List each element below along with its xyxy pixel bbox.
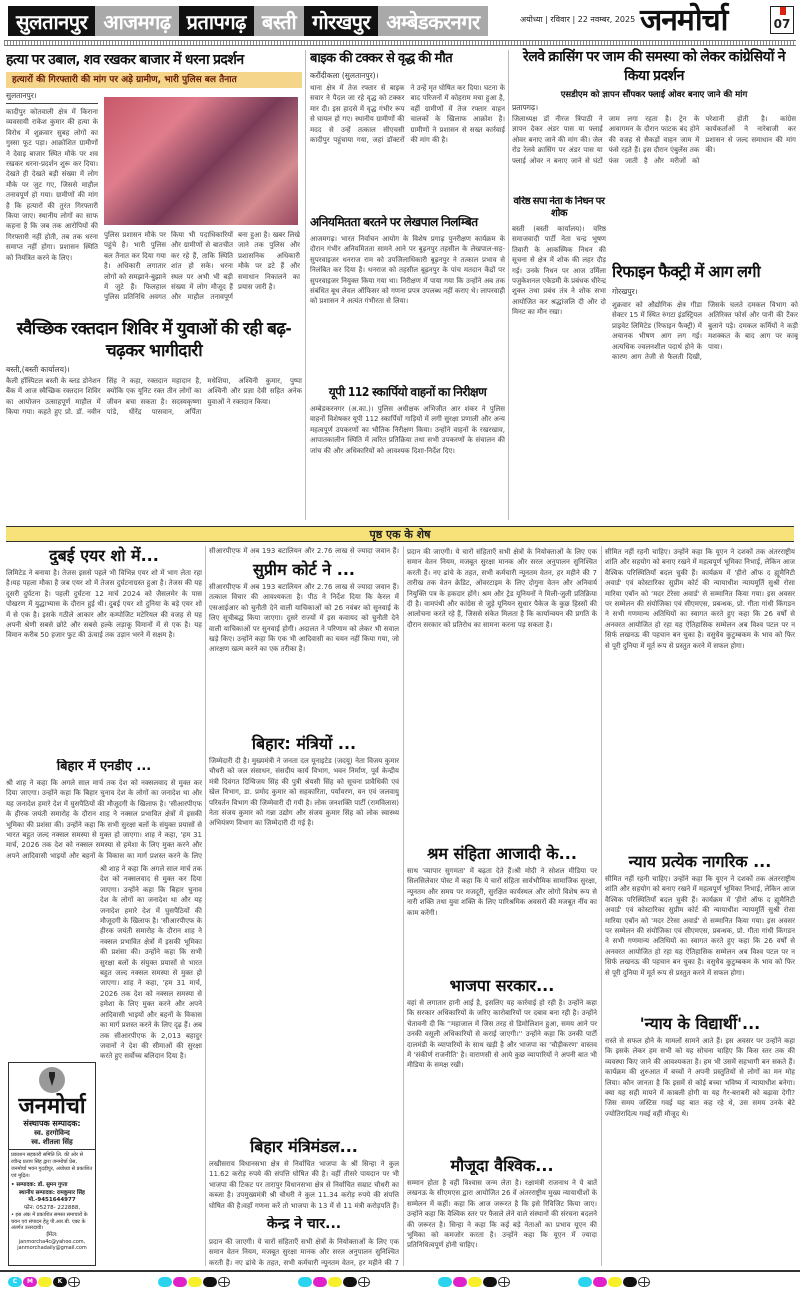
continued-body: सीआरपीएफ में अब 193 बटालियन और 2.76 लाख से ज्यादा जवान हैं। तत्काल विचार की आवश्यकता है। पीठ ने निर्देश दिया कि केरल में एसआईआर को चुनौती देने वाली याचिकाओं को 26 नवंबर को सुनवाई के लिए सूचीबद्ध किया जाएगा। दूसरे राज्यों में इस कवायद को चुनौती देने वाली याचिकाओं पर सुनवाई होगी। अदालत ने परिणाम को लेकर भी सवाल खड़े किए। उन्होंने कहा कि एक भी आदिवासी का चयन नहीं किया गया, जो आरक्षण खत्म करने का एक तरीका है। bbox=[209, 583, 399, 654]
black-swatch bbox=[483, 1277, 497, 1287]
cyan-swatch: C bbox=[8, 1277, 22, 1287]
article-body: आजमगढ़। भारत निर्वाचन आयोग के विशेष प्रगाढ़ पुनरीक्षण कार्यक्रम के दौरान गंभीर अनियमितता सामने आने पर बूढ़नपुर तहसील के लेखपाल-सह-सुपरवाइजर धनराज राम को उपजिलाधिकारी बूढ़नपुर ने तत्काल प्रभाव से निलंबित कर दिया है। धनराज को तहसील बूढ़नपुर के पांच मतदान केंद्रों पर सुपरवाइजर नियुक्त किया गया था। निरीक्षण में पाया गया कि उन्होंने अब तक संबंधित बूथ लेवल ऑफिसर को गणना प्रपत्र उपलब्ध नहीं कराए थे। लापरवाही को प्रशासन ने अत्यंत गंभीरता से लिया। bbox=[310, 235, 505, 306]
registration-mark-icon bbox=[638, 1277, 650, 1287]
article-body: शुक्रवार को औद्योगिक क्षेत्र गीडा सेक्टर 15 में स्थित रुंगटा इंडस्ट्रियल प्राइवेट लिमिटेड (रिफाइन फैक्ट्री) में अचानक भीषण आग लग गई। अत्यधिक ज्वलनशील पदार्थ होने के कारण आग तेजी से फैलती दिखी, जिसके चलते दमकल विभाग को अतिरिक्त फोर्स और पानी की टैंकर बुलाने पड़े। दमकल कर्मियों ने कड़ी मशक्कत के बाद आग पर काबू पाया। bbox=[612, 301, 798, 362]
black-swatch bbox=[623, 1277, 637, 1287]
district-tab-gorakhpur[interactable]: गोरखपुर bbox=[304, 6, 378, 36]
district-tab-pratapgarh[interactable]: प्रतापगढ़ bbox=[179, 6, 254, 36]
cyan-swatch bbox=[578, 1277, 592, 1287]
continued-body: जिम्मेदारी दी है। मुख्यमंत्री ने जनता दल यूनाइटेड (जदयू) नेता विजय कुमार चौधरी को जल संसाधन, संसदीय कार्य विभाग, भवन निर्माण, पूर्व केन्द्रीय मंत्री दिवंगत दिग्विजय सिंह की पुत्री श्रेयसी सिंह को सूचना प्रावैधिकी एवं खेल विभाग, डा. प्रमोद कुमार को सहकारिता, पर्यावरण, वन एवं जलवायु परिवर्तन विभाग की जिम्मेवारी दी गयी है। लोक जनशक्ति पार्टी (रामविलास) नेता संजय कुमार को गन्ना उद्योग और संजय कुमार सिंह को लोक स्वास्थ्य अभियंत्रण विभाग का जिम्मेदारी दी गई है। bbox=[209, 757, 399, 828]
article-body: अम्बेडकरनगर (अ.का.)। पुलिस अधीक्षक अभिजीत आर शंकर ने पुलिस वाहनों विशेषकर यूपी 112 स्कार्पियों गाड़ियों में लगी सुरक्षा प्रणाली और अन्य महत्वपूर्ण उपकरणों का भौतिक निरीक्षण किया। उन्होंने वाहनों के रखरखाव, आपातकालीन स्थिति में त्वरित प्रतिक्रिया तथा सभी उपकरणों के संचालन की जांच की और अधिकारियों को आवश्यक दिशा-निर्देश दिए। bbox=[310, 405, 505, 455]
yellow-swatch: Y bbox=[38, 1277, 52, 1287]
yellow-swatch bbox=[188, 1277, 202, 1287]
pen-nib-icon bbox=[39, 1067, 65, 1093]
district-tab-basti[interactable]: बस्ती bbox=[254, 6, 304, 36]
dateline-blood-donation: बस्ती,(बस्ती कार्यालय)। bbox=[6, 365, 70, 374]
email-link[interactable]: janmorchadaily@gmail.com bbox=[17, 1245, 87, 1251]
headline-bike: बाइक की टक्कर से वृद्ध की मौत bbox=[310, 51, 453, 66]
continued-body: सीमित नहीं रहनी चाहिए। उन्होंने कहा कि यूएन ने दशकों तक अंतरराष्ट्रीय शांति और सहयोग को बनाए रखने में महत्वपूर्ण भूमिका निभाई, लेकिन आज वैश्विक परिस्थितियाँ बदल चुकी हैं। कार्यक्रम में 'हीरो ऑफ द ह्यूमैनिटी अवार्ड' एवं कोस्टारिका सुप्रीम कोर्ट की न्यायाधीश न्यायमूर्ति सुश्री रोसा मारिया एबॉन को 'मदर टेरेसा अवार्ड' से सम्मानित किया गया। इस अवसर पर सम्मेलन की संयोजिका एवं सीएमएस, प्रबन्धक, प्रो. गीता गांधी किंगडन ने सभी गणमान्य अतिथियों का स्वागत करते हुए कहा कि 26 वर्षों से अनवरत आयोजित हो रहा यह ऐतिहासिक सम्मेलन अब विश्व पटल पर न सिर्फ लखनऊ की पहचान बन चुका है। वसुधैव कुटुम्बकम के भाव को फिर से पूरी दुनिया में मूर्त रूप से प्रस्तुत करने में सफल होगा। bbox=[605, 875, 795, 977]
headline-murder: हत्या पर उबाल, शव रखकर बाजार में धरना प्रदर्शन bbox=[6, 52, 244, 68]
continued-heading[interactable]: दुबई एयर शो में... bbox=[49, 546, 159, 565]
magenta-swatch bbox=[593, 1277, 607, 1287]
cyan-swatch bbox=[298, 1277, 312, 1287]
column-divider bbox=[601, 546, 602, 1266]
continued-heading[interactable]: बिहार: मंत्रियों ... bbox=[251, 734, 357, 753]
article-body: कादीपुर कोतवाली क्षेत्र में किराना व्यवसायी राकेश कुमार की हत्या के विरोध में शुक्रवार सुबह लोगों का गुस्सा फूट पड़ा। आक्रोशित ग्रामीणों ने देवाइ बाजार स्थित मौके पर शव रखकर धरना-प्रदर्शन शुरू कर दिया। देखते ही देखते बड़ी संख्या में लोग मौके पर जुट गए, जिससे माहौल तनावपूर्ण हो गया। ग्रामीणों की मांग है कि हत्यारों की तुरंत गिरफ्तारी किया जाए। स्थानीय लोगों का साफ कहना है कि जब तक आरोपियों की गिरफ्तारी नहीं होती, तब तक धरना समाप्त नहीं होगा। प्रशासन स्थिति को नियंत्रित करने के लिए। bbox=[6, 108, 98, 262]
publisher-note: प्रकाशन सहकारी समिति लि. की ओर से रवीन्द्र प्रताप सिंह द्वारा जनमोर्चा प्रेस, जनमोर्चा भवन गुदड़ीपुर, अयोध्या से प्रकाशित एवं मुद्रित। bbox=[11, 1152, 93, 1179]
registration-mark-icon bbox=[218, 1277, 230, 1287]
cyan-swatch bbox=[158, 1277, 172, 1287]
article-body: पुलिस प्रशासन मौके पर पहुंचे है। भारी पुलिस बल तैनात कर दिया गया है। अधिकारी लगातार लोगों को समझाने-बुझाने में जुटे हैं। फिलहाल पुलिस प्रतिनिधि अवगत किया भी पदाधिकारियों और ग्रामीणों से बातचीत कर रहे हैं, ताकि स्थिति शांत हो सके। धरना स्थल पर अभी भी बड़ी संख्या में लोग मौजूद हैं और माहौल तनावपूर्ण बना हुआ है। खबर लिखे जाने तक पुलिस और प्रशासनिक अधिकारी मौके पर डटे हैं और समाधान निकालने का प्रयास जारी है। bbox=[104, 231, 300, 302]
dateline-murder: सुलतानपुर। bbox=[6, 91, 37, 100]
column-divider bbox=[403, 546, 404, 1266]
black-swatch: K bbox=[53, 1277, 67, 1287]
district-tab-azamgarh[interactable]: आजमगढ़ bbox=[95, 6, 178, 36]
continued-body: प्रदान की जाएगी। ये चारों संहिताएँ सभी क्षेत्रों के नियोक्ताओं के लिए एक समान वेतन नियम, मजबूत सुरक्षा मानक और सरल अनुपालन सुनिश्चित करती हैं। नए ढांचे के तहत, सभी कर्मचारी न्यूनतम वेतन, हर महीने की 7 bbox=[209, 1238, 399, 1267]
email-label: ईमेल: bbox=[46, 1231, 58, 1238]
page-number bbox=[770, 6, 794, 34]
continued-body-ext: श्री शाह ने कहा कि अगले साल मार्च तक देश को नक्सलवाद से मुक्त कर दिया जाएगा। उन्होंने कहा कि बिहार चुनाव देश के लोगों का जनादेश था और यह जनादेश हमारे देश में घुसपैठियों की मौजूदगी के खिलाफ है। 'सीआरपीएफ के हीरक जयंती समारोह के दौरान शाह ने नक्सल प्रभावित क्षेत्रों में इसकी भूमिका की प्रशंसा की। उन्होंने कहा कि सभी सुरक्षा बलों के संयुक्त प्रयासों से भारत बहुत जल्द नक्सल समस्या से मुक्त हो जाएगा। शाह ने कहा, 'हम 31 मार्च, 2026 तक देश को नक्सल समस्या से हमेशा के लिए मुक्त करने और अपने आदिवासी भाइयों और बहनों के विकास का मार्ग प्रशस्त करने के लिए दृढ़ हैं। अब तक सीआरपीएफ के 2,013 बहादुर जवानों ने देश की सीमाओं की सुरक्षा करते हुए सर्वोच्च बलिदान दिया है। bbox=[100, 865, 202, 1061]
black-swatch bbox=[343, 1277, 357, 1287]
continued-body: साथ 'व्यापार सुगमता' में बढ़ता देते हैं।श्री मोदी ने सोशल मीडिया पर सिलसिलेवार पोस्ट में कहा कि ये चारों संहिता सार्वभौमिक सामाजिक सुरक्षा, न्यूनतम और समय पर मजदूरी, सुरक्षित कार्यस्थल और लोगों विशेष रूप से नारी शक्ति तथा युवा शक्ति के लिए पारिश्रमिक अवसरों की मजबूत नींव का काम करेंगी। bbox=[407, 867, 597, 917]
protest-photo bbox=[104, 97, 298, 225]
continued-body: लिमिटेड ने बनाया है। तेजस इससे पहले भी विभिन्न एयर शो में भाग लेता रहा है।यह पहला मौका है जब एयर शो में तेजस दुर्घटनाग्रस्त हुआ है। तेजस की यह दूसरी दुर्घटना है। पहली दुर्घटना 12 मार्च 2024 को जैसलमेर के पास पोखरण में युद्धाभ्यास के दौरान हुई थी। दुबई एयर शो दुनिया के बड़े एयर शो में से एक है। इसके गठीले आकार और कम्पोजिट मटेरियल की वजह से यह अपनी श्रेणी सबसे छोटे और सबसे हल्के लड़ाकू विमानों में से एक है। यह विमान करीब 50 हजार फुट की ऊंचाई तक उड़ान भरने में सक्षम है। bbox=[6, 569, 202, 640]
yellow-swatch bbox=[328, 1277, 342, 1287]
district-tab-sultanpur[interactable]: सुलतानपुर bbox=[8, 6, 95, 36]
founder-name: स्व. हरगोविन्द bbox=[34, 1129, 70, 1137]
article-body: बस्ती (बस्ती कार्यालय)। वरिष्ठ समाजवादी पार्टी नेता चन्द्र भूषण तिवारी के आकस्मिक निधन की सूचना से क्षेत्र में शोक की लहर दौड़ गई। उनके निधन पर आज उर्मिला पजुकेशनल एकेडमी के प्रबंधक धीरेन्द्र शुक्ल तथा प्रबंध तंत्र ने शोक सभा आयोजित कर श्रद्धांजलि दी और दो मिनट का मौन रखा। bbox=[512, 225, 606, 317]
continued-heading[interactable]: मौजूदा वैश्विक... bbox=[450, 1156, 554, 1175]
magenta-swatch bbox=[173, 1277, 187, 1287]
flag-icon bbox=[780, 7, 786, 15]
founder-label: संस्थापक सम्पादक: bbox=[23, 1119, 81, 1128]
continued-heading[interactable]: 'न्याय के विद्यार्थी'... bbox=[639, 1014, 761, 1033]
headline-refinery: रिफाइन फैक्ट्री में आग लगी bbox=[612, 262, 761, 281]
continued-body: रास्ते से सफल होने के मामलों सामने आते हैं। इस अवसर पर उन्होंने कहा कि इसके लेकर हम सभी को यह सोचना चाहिए कि किस स्तर तक की व्यवस्था किए जाने की आवश्यकता है। हम भी उसमें सहभागी बन सकते हैं। कार्यक्रम की शुरुआत में बच्चों ने अपनी प्रस्तुतियों से लोगों का मन मोह लिया। कौन जानता है कि इसमें से कोई बच्चा भविष्य में न्यायाधीश बनेगा। क्या यह सही मायने में काबली होगी या यह गैर-बराबरी को बढ़ावा देगी? जिस समय जस्टिस गवई यह बात कह रहे थे, उस समय उनके बेटे ज्योतिरादित्य गवई वहीं मौजूद थे। bbox=[605, 1037, 795, 1118]
magenta-swatch bbox=[313, 1277, 327, 1287]
headline-lekhpal: अनियमितता बरतने पर लेखपाल निलम्बित bbox=[310, 215, 478, 229]
continued-heading[interactable]: न्याय प्रत्येक नागरिक ... bbox=[628, 852, 772, 871]
continued-body: वहां से लगातार हानी आई है, इसलिए यह कार्रवाई हो रही है। उन्होंने कहा कि सरकार अधिकारियों के जरिए कारोबारियों पर दबाव बना रही है। उन्होंने चेतावनी दी कि ''महाजाल में जिस तरह से डिमोलिशन हुआ, समय आने पर उनकी वसूली अधिकारियों से कराई जाएगी।'' उन्होंने कहा कि उनकी पार्टी दालमंडी के व्यापारियों के साथ खड़ी है और भाजपा का 'चौड़ीकरण' वास्तव में 'संकीर्ण राजनीति' है। वाराणसी से आये कुछ व्यापारियों ने अपनी बात भी मीडिया के समक्ष रखी। bbox=[407, 999, 597, 1070]
newspaper-logo: जनमोर्चा bbox=[640, 3, 728, 38]
registration-mark-icon bbox=[498, 1277, 510, 1287]
continued-heading[interactable]: भाजपा सरकार... bbox=[449, 976, 555, 995]
headline-blood-donation: स्वैच्छिक रक्तदान शिविर में युवाओं की रही बढ़-चढ़कर भागीदारी bbox=[16, 319, 292, 361]
continued-body: सीआरपीएफ में अब 193 बटालियन और 2.76 लाख से ज्यादा जवान हैं। bbox=[209, 547, 399, 555]
page-number-value: 07 bbox=[773, 17, 791, 31]
dateline: अयोध्या | रविवार | 22 नवम्बर, 2025 bbox=[520, 15, 636, 24]
continued-heading[interactable]: केन्द्र ने चार... bbox=[266, 1216, 342, 1232]
dateline-bike: करौंदीकला (सुलतानपुर)। bbox=[310, 71, 379, 80]
phone-number: फोन: 05278- 222888, bbox=[23, 1204, 81, 1211]
founder-name: स्व. शीतला सिंह bbox=[9, 1138, 95, 1150]
headline-up112: यूपी 112 स्कार्पियो वाहनों का निरीक्षण bbox=[328, 385, 487, 399]
continued-body: प्रदान की जाएगी। ये चारों संहिताएँ सभी क्षेत्रों के नियोक्ताओं के लिए एक समान वेतन नियम, मजबूत सुरक्षा मानक और सरल अनुपालन सुनिश्चित करती हैं। नए ढांचे के तहत, सभी कर्मचारी न्यूनतम वेतन, हर महीने की 7 तारीख तक वेतन क्रेडिट, ओवरटाइम के लिए दोगुना वेतन और अनिवार्य नियुक्ति पत्र के हकदार होंगे। श्रम और ट्रेड यूनियनों ने मिली-जुली प्रतिक्रिया दी है। वामपंथी और कांग्रेस से जुड़े यूनियन सुधार पैकेज के कुछ हिस्सों की आलोचना करते रहे हैं, जिससे संकेत मिलता है कि कार्यान्वयन की प्रगति के दौरान सरकार को प्रतिरोध का सामना करना पड़ सकता है। bbox=[407, 548, 597, 629]
registration-mark-icon bbox=[358, 1277, 370, 1287]
continued-banner: पृष्ठ एक के शेष bbox=[6, 526, 794, 542]
cyan-swatch bbox=[438, 1277, 452, 1287]
continued-body: लखीसराय विधानसभा क्षेत्र से निर्वाचित भाजपा के श्री सिन्हा ने कुल 11.62 करोड़ रुपये की संपत्ति घोषित की है। वहीं तीसरे पायदान पर भी भाजपा की टिकट पर तारापुर विधानसभा क्षेत्र से निर्वाचित सम्राट चौधरी का कब्जा है। उपमुख्यमंत्री श्री चौधरी ने कुल 11.34 करोड़ रुपये की संपत्ति घोषित की है।वहाँ गणना करें तो भाजपा के 13 में से 11 मंत्री करोड़पति हैं। bbox=[209, 1160, 399, 1210]
masthead-logo: जनमोर्चा bbox=[18, 1094, 86, 1119]
dateline-refinery: गोरखपुर। bbox=[612, 287, 638, 296]
print-registration-bar bbox=[0, 1270, 800, 1295]
email-link[interactable]: janmorcha4c@yahoo.com, bbox=[18, 1238, 86, 1245]
divider bbox=[6, 103, 98, 104]
column-divider bbox=[305, 50, 306, 520]
article-body: थाना क्षेत्र में तेज रफ्तार से बाइक सवार ने पैदल जा रहे वृद्ध को टक्कर मार दी। इस हादसे में वृद्ध गंभीर रूप से घायल हो गए। स्थानीय ग्रामीणों की मदद से उन्हें तत्काल सीएचसी कादीपुर पहुंचाया गया, जहां डॉक्टरों ने उन्हें मृत घोषित कर दिया। घटना के बाद परिजनों में कोहराम मचा हुआ है, वहीं ग्रामीणों में तेज रफ्तार वाहन चालकों के खिलाफ आक्रोश है। ग्रामीणों ने प्रशासन से सख्त कार्रवाई की मांग की है। bbox=[310, 84, 505, 145]
magenta-swatch: M bbox=[23, 1277, 37, 1287]
header-divider bbox=[4, 40, 796, 46]
continued-heading[interactable]: सुप्रीम कोर्ट ने ... bbox=[253, 560, 355, 579]
yellow-swatch bbox=[468, 1277, 482, 1287]
district-tab-ambedkarnagar[interactable]: अम्बेडकरनगर bbox=[378, 6, 487, 36]
article-body: जिलाध्यक्ष डॉ नीरज त्रिपाठी ने ज्ञापन देकर अंडर पास या फ्लाई ओवर बनाए जाने की मांग की। जेल रोड रेलवे क्रासिंग पर अंडर पास या फ्लाई ओवर न बनाए जाने से घंटों जाम लगा रहता है। ट्रेन के आवागमन के दौरान फाटक बंद होने की वजह से सैकड़ों वाहन जाम में फंसे रहते हैं। इस दौरान एंबुलेंस तक फंस जाती है और मरीजों को परेशानी होती है। कांग्रेस कार्यकर्ताओं ने नारेबाजी कर प्रशासन से जल्द समाधान की मांग की। bbox=[512, 115, 796, 165]
district-tab-bar bbox=[8, 6, 488, 36]
subhead-railway: एसडीएम को ज्ञापन सौंपकर फ्लाई ओवर बनाए जाने की मांग bbox=[560, 90, 748, 100]
black-swatch bbox=[203, 1277, 217, 1287]
editor: • सम्पादक: डॉ. सुमन गुप्ता bbox=[11, 1182, 68, 1188]
magenta-swatch bbox=[453, 1277, 467, 1287]
continued-body: श्री शाह ने कहा कि अगले साल मार्च तक देश को नक्सलवाद से मुक्त कर दिया जाएगा। उन्होंने कहा कि बिहार चुनाव देश के लोगों का जनादेश था और यह जनादेश हमारे देश में घुसपैठियों की मौजूदगी के खिलाफ है। 'सीआरपीएफ के हीरक जयंती समारोह के दौरान शाह ने नक्सल प्रभावित क्षेत्रों में इसकी भूमिका की प्रशंसा की। उन्होंने कहा कि सभी सुरक्षा बलों के संयुक्त प्रयासों से भारत बहुत जल्द नक्सल समस्या से मुक्त हो जाएगा। शाह ने कहा, 'हम 31 मार्च, 2026 तक देश को नक्सल समस्या से हमेशा के लिए मुक्त करने और अपने आदिवासी भाइयों और बहनों के विकास का मार्ग प्रशस्त करने के लिए bbox=[6, 779, 202, 860]
continued-body: सम्मान होता है वहीं विश्वास जन्म लेता है। रक्षामंत्री राजनाथ ने ये बातें लखनऊ के सीएमएस द्वारा आयोजित 26 वें अंतरराष्ट्रीय मुख्य न्यायाधीशों के सम्मेलन में कहीं। कहा कि आज जरूरत है कि इसे रिविजिट किया जाए। उन्होंने कहा कि वैश्विक स्तर पर फैसले लेने वाले संस्थानों की संरचना बदलने की जरूरत है। सिन्हा ने कहा कि कई बड़े नेताओं का प्रभाव यूएन की भूमिका को कमजोर करता है। उन्होंने कहा कि यूएन में ज्यादा प्रतिनिधित्वपूर्ण होनी चाहिए। bbox=[407, 1179, 597, 1250]
disclaimer: • इस अंक में प्रकाशित समस्त समाचारों के चयन एवं संपादन हेतु पी.आर.बी. एक्ट के अंतर्गत उत्तरदायी। bbox=[11, 1212, 88, 1231]
article-body: कैली हॉस्पिटल बस्ती के ब्लड डोनेशन बैंक में आज स्वैच्छिक रक्तदान शिविर का आयोजन उत्साहपूर्ण माहौल में किया गया। कहते हुए प्रो. डॉ. नवीन सिंह ने कहा, रक्तदान महादान है, क्योंकि एक यूनिट रक्त तीन लोगों का जीवन बचा सकता है। सदस्यकृष्णा पांडे, धीरेंद्र पासवान, अर्पिता मधेशिया, अश्विनी कुमार, पुष्पा अश्विनी और प्रज्ञा देवी सहित अनेक युवाओं ने रक्तदान किया। bbox=[6, 377, 302, 417]
continued-heading[interactable]: बिहार में एनडीए ... bbox=[56, 759, 152, 774]
headline-obituary: वरिष्ठ सपा नेता के निधन पर शोक bbox=[513, 196, 605, 219]
local-editor: स्थानीय सम्पादक: रामकुमार सिंह bbox=[19, 1189, 85, 1196]
registration-mark-icon bbox=[68, 1277, 80, 1287]
continued-body: सीमित नहीं रहनी चाहिए। उन्होंने कहा कि यूएन ने दशकों तक अंतरराष्ट्रीय शांति और सहयोग को बनाए रखने में महत्वपूर्ण भूमिका निभाई, लेकिन आज वैश्विक परिस्थितियाँ बदल चुकी हैं। कार्यक्रम में 'हीरो ऑफ द ह्यूमैनिटी अवार्ड' एवं कोस्टारिका सुप्रीम कोर्ट की न्यायाधीश न्यायमूर्ति सुश्री रोसा मारिया एबॉन को 'मदर टेरेसा अवार्ड' से सम्मानित किया गया। इस अवसर पर सम्मेलन की संयोजिका एवं सीएमएस, प्रबन्धक, प्रो. गीता गांधी किंगडन ने सभी गणमान्य अतिथियों का स्वागत करते हुए कहा कि 26 वर्षों से अनवरत आयोजित हो रहा यह ऐतिहासिक सम्मेलन अब विश्व पटल पर न सिर्फ लखनऊ की पहचान बन चुका है। वसुधैव कुटुम्बकम के भाव को फिर से पूरी दुनिया में मूर्त रूप से प्रस्तुत करने में सफल होगा। bbox=[605, 548, 795, 650]
dateline-railway: प्रतापगढ़। bbox=[512, 103, 539, 112]
yellow-swatch bbox=[608, 1277, 622, 1287]
mobile-number: मो.-9451644977 bbox=[28, 1197, 76, 1203]
column-divider bbox=[205, 546, 206, 1266]
headline-railway: रेलवे क्रासिंग पर जाम की समस्या को लेकर कांग्रेसियों ने किया प्रदर्शन bbox=[523, 49, 785, 84]
subhead-murder: हत्यारों की गिरफ्तारी की मांग पर अड़े ग्रामीण, भारी पुलिस बल तैनात bbox=[6, 72, 302, 88]
column-divider bbox=[508, 50, 509, 520]
masthead-box bbox=[8, 1062, 96, 1266]
continued-heading[interactable]: बिहार मंत्रिमंडल... bbox=[250, 1137, 358, 1156]
continued-heading[interactable]: श्रम संहिता आजादी के... bbox=[427, 844, 577, 863]
